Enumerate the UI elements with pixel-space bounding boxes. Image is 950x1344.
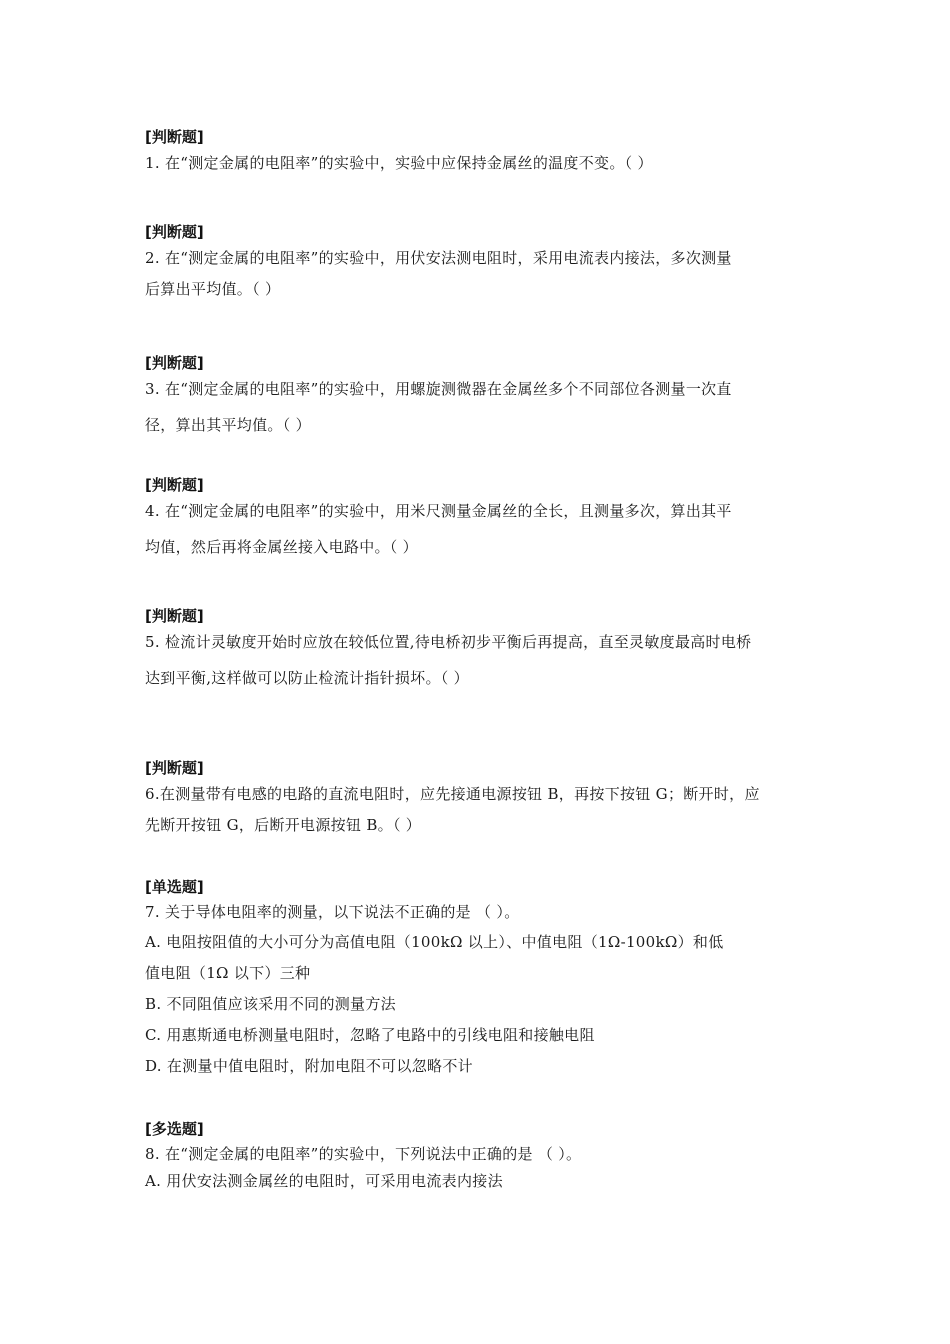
- question-6: [145, 757, 810, 836]
- question-7: [145, 876, 810, 1077]
- option-a: A. 用伏安法测金属丝的电阻时，可采用电流表内接法: [145, 1172, 503, 1190]
- question-text: 1. 在“测定金属的电阻率”的实验中，实验中应保持金属丝的温度不变。（ ）: [145, 154, 653, 172]
- question-text: 先断开按钮 G，后断开电源按钮 B。（ ）: [145, 816, 422, 834]
- question-type-tag: [判断题]: [145, 128, 204, 146]
- question-text: 均值，然后再将金属丝接入电路中。（ ）: [145, 538, 418, 556]
- option-b: B. 不同阻值应该采用不同的测量方法: [145, 995, 396, 1013]
- question-2: [145, 221, 810, 300]
- question-text: 8. 在“测定金属的电阻率”的实验中，下列说法中正确的是 （ ）。: [145, 1145, 582, 1163]
- question-type-tag: [多选题]: [145, 1120, 204, 1138]
- question-text: 6.在测量带有电感的电路的直流电阻时，应先接通电源按钮 B，再按下按钮 G；断开时，应: [145, 785, 760, 803]
- option-a-continued: 值电阻（1Ω 以下）三种: [145, 964, 311, 982]
- question-5: [145, 605, 810, 689]
- question-3: [145, 352, 810, 436]
- option-a: A. 电阻按阻值的大小可分为高值电阻（100kΩ 以上）、中值电阻（1Ω-100kΩ）和低: [145, 933, 724, 951]
- question-type-tag: [判断题]: [145, 759, 204, 777]
- question-type-tag: [判断题]: [145, 607, 204, 625]
- question-text: 2. 在“测定金属的电阻率”的实验中，用伏安法测电阻时，采用电流表内接法，多次测量: [145, 249, 732, 267]
- question-1: [145, 126, 810, 174]
- question-type-tag: [单选题]: [145, 878, 204, 896]
- question-text: 后算出平均值。（ ）: [145, 280, 281, 298]
- option-c: C. 用惠斯通电桥测量电阻时，忽略了电路中的引线电阻和接触电阻: [145, 1026, 595, 1044]
- question-text: 5. 检流计灵敏度开始时应放在较低位置,待电桥初步平衡后再提高，直至灵敏度最高时电桥: [145, 633, 752, 651]
- question-text: 4. 在“测定金属的电阻率”的实验中，用米尺测量金属丝的全长，且测量多次，算出其平: [145, 502, 732, 520]
- question-4: [145, 474, 810, 558]
- question-text: 3. 在“测定金属的电阻率”的实验中，用螺旋测微器在金属丝多个不同部位各测量一次直: [145, 380, 732, 398]
- question-text: 7. 关于导体电阻率的测量，以下说法不正确的是 （ ）。: [145, 903, 520, 921]
- question-text: 达到平衡,这样做可以防止检流计指针损坏。（ ）: [145, 669, 469, 687]
- question-type-tag: [判断题]: [145, 354, 204, 372]
- question-text: 径，算出其平均值。（ ）: [145, 416, 311, 434]
- question-type-tag: [判断题]: [145, 476, 204, 494]
- option-d: D. 在测量中值电阻时，附加电阻不可以忽略不计: [145, 1057, 473, 1075]
- question-8: [145, 1118, 810, 1192]
- question-type-tag: [判断题]: [145, 223, 204, 241]
